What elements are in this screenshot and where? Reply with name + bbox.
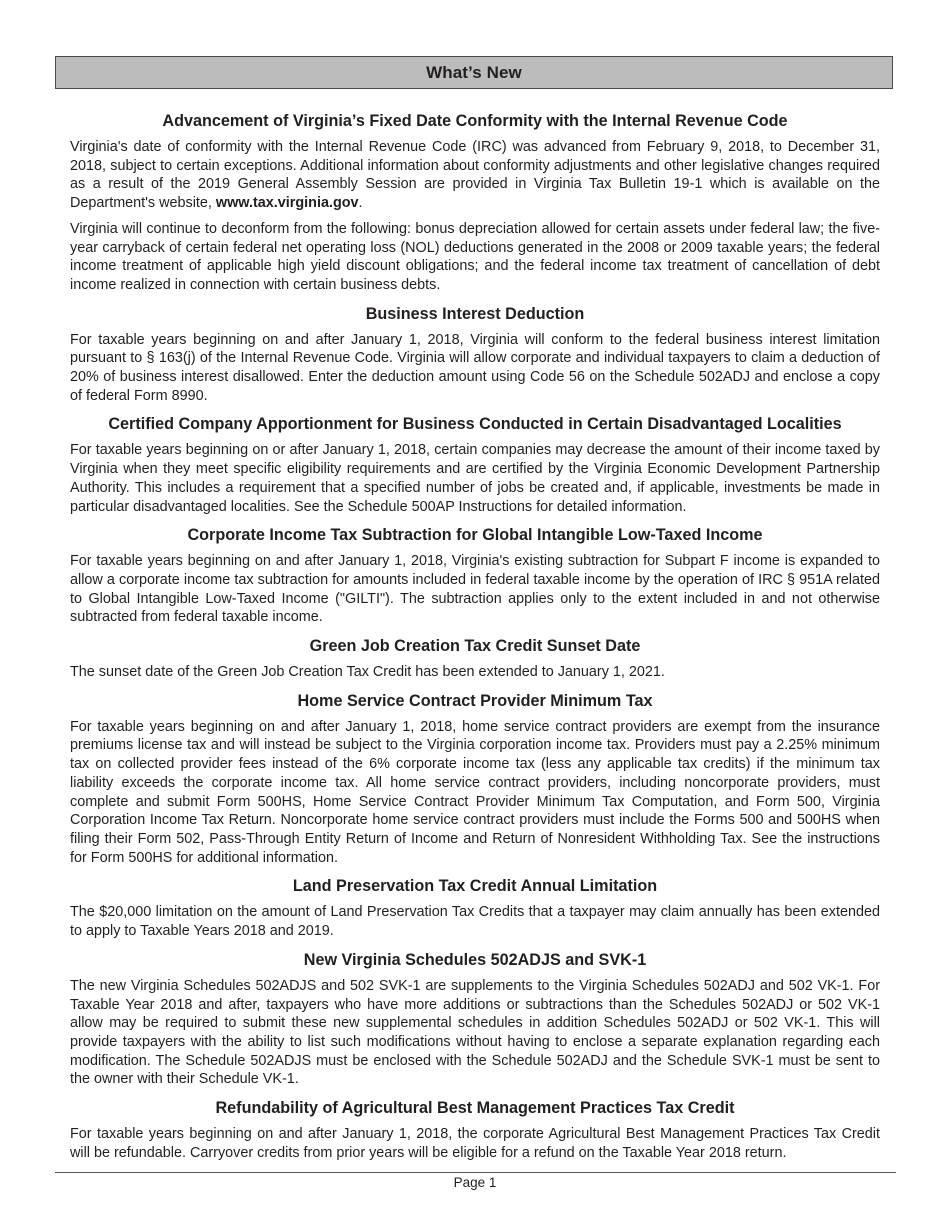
section-green-job-credit: [70, 635, 880, 682]
banner-title: What’s New: [426, 62, 522, 82]
section-heading: Refundability of Agricultural Best Management Practices Tax Credit: [215, 1099, 735, 1118]
section-heading: Certified Company Apportionment for Business Conducted in Certain Disadvantaged Localities: [108, 415, 842, 434]
page-number: Page 1: [453, 1175, 497, 1190]
section-heading: Corporate Income Tax Subtraction for Global Intangible Low-Taxed Income: [187, 526, 763, 545]
section-certified-company-apportionment: [70, 413, 880, 516]
section-paragraph: For taxable years beginning on and after January 1, 2018, the corporate Agricultural Best Management Practices Tax Credit will be refundable. Carryover credits from prior years will be eligible for a refund on the Taxable Year 2018 return.: [70, 1126, 880, 1161]
section-heading: Home Service Contract Provider Minimum Tax: [297, 691, 653, 710]
website-link[interactable]: www.tax.virginia.gov: [215, 195, 359, 212]
section-paragraph: For taxable years beginning on or after January 1, 2018, certain companies may decrease the amount of their income taxed by Virginia when they meet specific eligibility requirements and are certified by the Virginia Economic Development Partnership Authority. This includes a requirement that a specified number of jobs be created and, if applicable, investments be made in particular disadvantaged localities. See the Schedule 500AP Instructions for detailed information.: [70, 442, 880, 515]
section-new-schedules: [70, 949, 880, 1089]
whats-new-banner: [55, 56, 893, 89]
section-heading: Green Job Creation Tax Credit Sunset Date: [309, 637, 641, 656]
section-paragraph: For taxable years beginning on and after January 1, 2018, Virginia's existing subtraction for Subpart F income is expanded to allow a corporate income tax subtraction for amounts included in federal taxable income by the operation of IRC § 951A related to Global Intangible Low-Taxed Income ("GILTI"). The subtraction applies only to the extent included in and not otherwise subtracted from federal taxable income.: [70, 553, 880, 626]
section-paragraph: For taxable years beginning on and after January 1, 2018, Virginia will conform to the federal business interest limitation pursuant to § 163(j) of the Internal Revenue Code. Virginia will allow corporate and individual taxpayers to claim a deduction of 20% of business interest disallowed. Enter the deduction amount using Code 56 on the Schedule 502ADJ and enclose a copy of federal Form 8990.: [70, 331, 880, 404]
section-paragraph: The sunset date of the Green Job Creation Tax Credit has been extended to January 1, 2021.: [70, 664, 665, 681]
section-heading: Business Interest Deduction: [365, 304, 585, 323]
section-paragraph: Virginia will continue to deconform from the following: bonus depreciation allowed for certain assets under federal law; the five-year carryback of certain federal net operating loss (NOL) deductions generated in the 2008 or 2009 taxable years; the federal income treatment of applicable high yield discount obligations; and the federal income tax treatment of cancellation of debt income realized in connection with certain business debts.: [70, 220, 880, 293]
section-home-service-contract: [70, 690, 880, 868]
section-paragraph: Virginia's date of conformity with the Internal Revenue Code (IRC) was advanced from February 9, 2018, to December 31, 2018, subject to certain exceptions. Additional information about conformity adjustments and other legislative changes required as a result of the 2019 General Assembly Session are provided in Virginia Tax Bulletin 19-1 which is available on the Department's website, www.tax.virginia.gov.: [70, 139, 880, 212]
section-gilti-subtraction: [70, 524, 880, 627]
section-paragraph: For taxable years beginning on and after January 1, 2018, home service contract providers are exempt from the insurance premiums license tax and will instead be subject to the Virginia corporation income tax. Providers must pay a 2.25% minimum tax on collected provider fees instead of the 6% corporate income tax (less any applicable tax credits) if the minimum tax liability exceeds the corporate income tax. All home service contract providers, including noncorporate providers, must complete and submit Form 500HS, Home Service Contract Provider Minimum Tax Computation, and Form 500, Virginia Corporation Income Tax Return. Noncorporate home service contract providers must include the Forms 500 and 500HS when filing their Form 502, Pass-Through Entity Return of Income and Return of Nonresident Withholding Tax. See the instructions for Form 500HS for additional information.: [70, 718, 880, 866]
section-heading: Land Preservation Tax Credit Annual Limitation: [292, 877, 658, 896]
section-heading: Advancement of Virginia’s Fixed Date Conformity with the Internal Revenue Code: [162, 112, 788, 130]
section-land-preservation: [70, 875, 880, 940]
section-paragraph: The new Virginia Schedules 502ADJS and 502 SVK-1 are supplements to the Virginia Schedules 502ADJ and 502 VK-1. For Taxable Year 2018 and after, taxpayers who have more additions or subtractions than the Schedules 502ADJ or 502 VK-1 allow may be required to submit these new supplemental schedules in addition Schedules 502ADJ or 502 VK-1. This will provide taxpayers with the ability to list such modifications without having to enclose a separate explanation regarding each modification. The Schedule 502ADJS must be enclosed with the Schedule 502ADJ and the Schedule SVK-1 must be sent to the owner with their Schedule VK-1.: [70, 977, 880, 1088]
section-business-interest-deduction: [70, 303, 880, 406]
section-paragraph: The $20,000 limitation on the amount of Land Preservation Tax Credits that a taxpayer may claim annually has been extended to apply to Taxable Years 2018 and 2019.: [70, 904, 880, 940]
document-body: [70, 110, 880, 1170]
section-agricultural-credit: [70, 1097, 880, 1162]
section-heading: New Virginia Schedules 502ADJS and SVK-1: [303, 950, 647, 969]
footer-divider: [55, 1172, 896, 1173]
section-fixed-date-conformity: [70, 110, 880, 295]
